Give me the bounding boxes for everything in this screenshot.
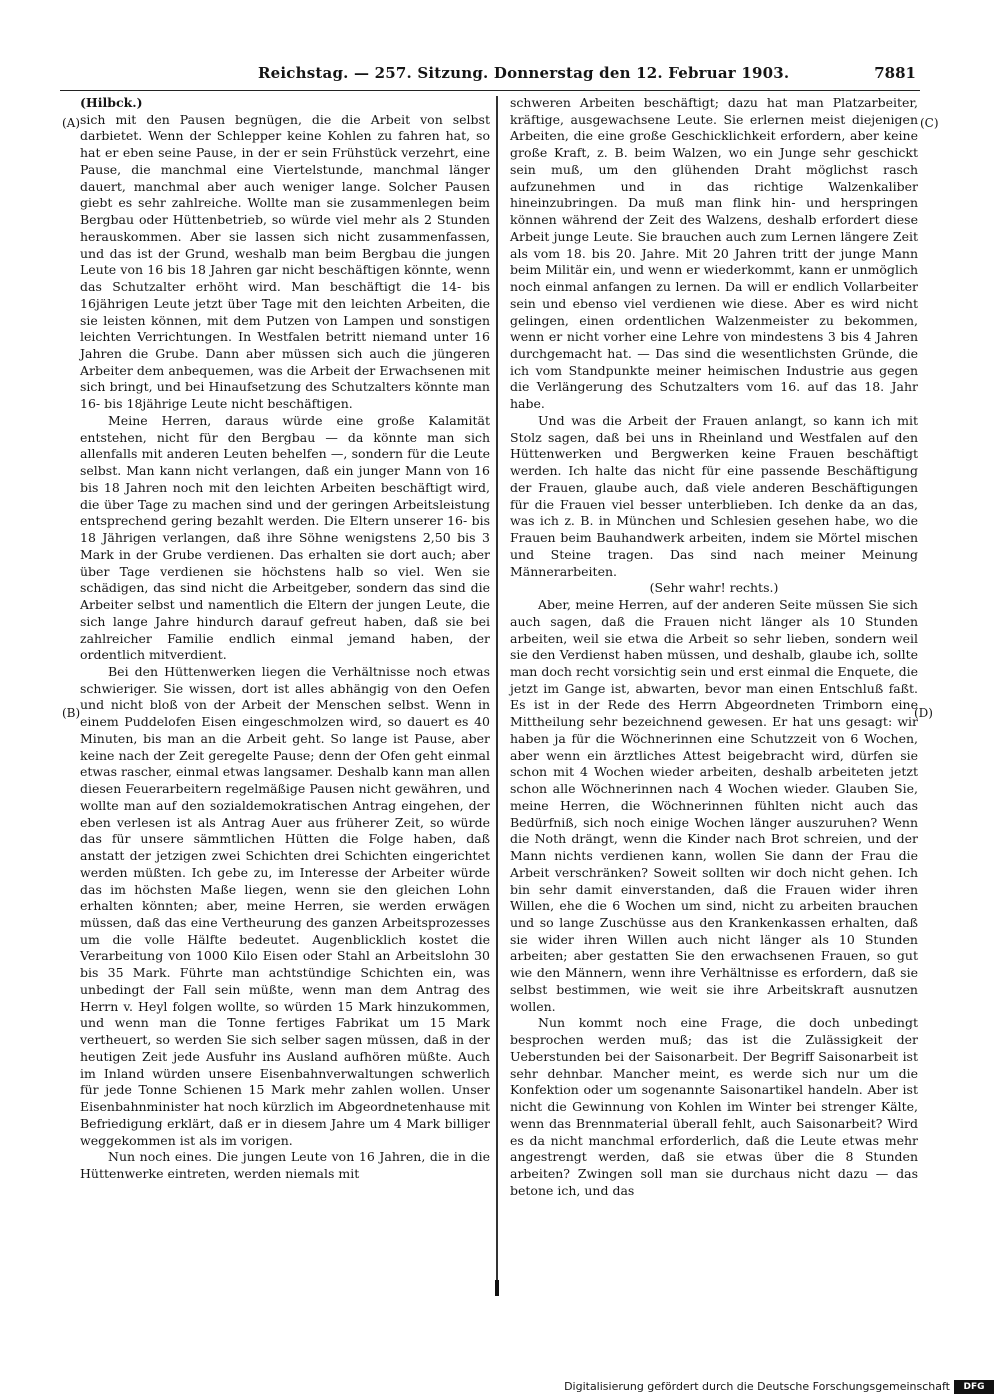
speaker-name: (Hilbck.) [80,95,143,110]
margin-marker-b: (B) [62,706,81,720]
left-paragraph-4: Nun noch eines. Die jungen Leute von 16 Jahren, die in die Hüttenwerke eintreten, werden niemals mit [80,1149,490,1181]
margin-marker-a: (A) [62,116,81,130]
right-paragraph-4: Nun kommt noch eine Frage, die doch unbedingt besprochen werden muß; das ist die Zulässigkeit der Ueberstunden bei der Saisonarbeit. Der Begriff Saisonarbeit ist sehr dehnbar. Mancher meint, es werde sich nur um die Konfektion oder um sogenannte Saisonartikel handeln. Aber ist nicht die Gewinnung von Kohlen im Winter bei strenger Kälte, wenn das Brennmaterial überall fehlt, auch Saisonarbeit? Wird es da nicht manchmal erforderlich, daß die Leute etwas mehr angestrengt werden, daß sie etwas über die 8 Stunden arbeiten? Zwingen soll man sie durchaus nicht dazu — das betone ich, und das [510,1015,918,1198]
dfg-logo: DFG [954,1380,994,1394]
left-paragraph-2: Meine Herren, daraus würde eine große Kalamität entstehen, nicht für den Bergbau — da könnte man sich allenfalls mit anderen Leuten behelfen —, sondern für die Leute selbst. Man kann nicht verlangen, daß ein junger Mann von 16 bis 18 Jahren noch mit den leichten Arbeiten beschäftigt wird, die über Tage zu machen sind und der geringen Arbeitsleistung entsprechend gering bezahlt werden. Die Eltern unserer 16- bis 18 Jährigen verlangen, daß ihre Söhne wenigstens 2,50 bis 3 Mark in der Grube verdienen. Das erhalten sie dort auch; aber über Tage verdienen sie höchstens halb so viel. Wen sie schädigen, das sind nicht die Arbeitgeber, sondern das sind die Arbeiter selbst und namentlich die Eltern der jungen Leute, die sich lange Jahre hindurch darauf gefreut haben, daß sie bei zahlreicher Familie endlich einmal jemand haben, der ordentlich mitverdient. [80,412,490,663]
left-paragraph-1: sich mit den Pausen begnügen, die die Arbeit von selbst darbietet. Wenn der Schlepper keine Kohlen zu fahren hat, so hat er eben seine Pause, in der er sein Frühstück verzehrt, eine Pause, die manchmal eine Viertelstunde, manchmal länger dauert, manchmal aber auch weniger lange. Solcher Pausen giebt es sehr zahlreiche. Wollte man sie zusammenlegen beim Bergbau oder Hüttenbetrieb, so würde viel mehr als 2 Stunden herauskommen. Aber sie lassen sich nicht zusammenfassen, und das ist der Grund, weshalb man beim Bergbau die jungen Leute von 16 bis 18 Jahren gar nicht beschäftigen könnte, wenn das Schutzalter erhöht wird. Man beschäftigt die 14- bis 16jährigen Leute jetzt über Tage mit den leichten Arbeiten, die sie leisten können, mit dem Putzen von Lampen und sonstigen leichten Verrichtungen. In Westfalen betritt niemand unter 16 Jahren die Grube. Dann aber müssen sich auch die jüngeren Arbeiter dem anbequemen, was die Arbeit der Erwachsenen mit sich bringt, und bei Hinaufsetzung des Schutzalters könnte man 16- bis 18jährige Leute nicht beschäftigen. [80,111,490,412]
page-footer [564,1378,998,1396]
column-divider [496,96,498,1294]
left-column [80,95,490,1183]
margin-marker-c: (C) [920,116,939,130]
right-paragraph-1: schweren Arbeiten beschäftigt; dazu hat man Platzarbeiter, kräftige, ausgewachsene Leute. Sie erlernen meist diejenigen Arbeiten, die eine große Geschicklichkeit erfordern, aber keine große Kraft, z. B. beim Walzen, wo ein Junge sehr geschickt sein muß, um den glühenden Draht möglichst rasch aufzunehmen und in das richtige Walzenkaliber hineinzubringen. Da muß man flink hin- und herspringen können während der Zeit des Walzens, deshalb erfordert diese Arbeit junge Leute. Sie brauchen auch zum Lernen längere Zeit als vom 18. bis 20. Jahre. Mit 20 Jahren tritt der junge Mann beim Militär ein, und wenn er wiederkommt, kann er unmöglich noch einmal anfangen zu lernen. Da will er endlich Vollarbeiter sein und ebenso viel verdienen wie diese. Aber es wird nicht gelingen, einen ordentlichen Walzenmeister zu bekommen, wenn er nicht vorher eine Lehre von mindestens 3 bis 4 Jahren durchgemacht hat. — Das sind die wesentlichsten Gründe, die ich vom Standpunkte meiner heimischen Industrie aus gegen die Verlängerung des Schutzalters vom 16. auf das 18. Jahr habe. [510,95,918,412]
column-divider-end [495,1280,499,1296]
page-number: 7881 [874,64,916,82]
margin-marker-d: (D) [914,706,933,720]
left-paragraph-3: Bei den Hüttenwerken liegen die Verhältnisse noch etwas schwieriger. Sie wissen, dort ist alles abhängig von den Oefen und nicht bloß von der Arbeit der Menschen selbst. Wenn in einem Puddelofen Eisen eingeschmolzen wird, so dauert es 40 Minuten, bis man an die Arbeit geht. So lange ist Pause, aber keine nach der Zeit geregelte Pause; denn der Ofen geht einmal etwas rascher, einmal etwas langsamer. Deshalb kann man allen diesen Feuerarbeitern regelmäßige Pausen nicht gewähren, und wollte man auf den sozialdemokratischen Antrag eingehen, der eben verlesen ist als Antrag Auer aus früherer Zeit, so würde das für unsere sämmtlichen Hütten die Folge haben, daß anstatt der jetzigen zwei Schichten drei Schichten eingerichtet werden müßten. Ich gebe zu, im Interesse der Arbeiter würde das im höchsten Maße liegen, wenn sie den gleichen Lohn erhalten könnten; aber, meine Herren, sie werden erwägen müssen, daß das eine Vertheurung des ganzen Arbeitsprozesses um die volle Hälfte bedeutet. Augenblicklich kostet die Verarbeitung von 1000 Kilo Eisen oder Stahl an Arbeitslohn 30 bis 35 Mark. Führte man achtstündige Schichten ein, was unbedingt der Fall sein müßte, wenn man dem Antrag des Herrn v. Heyl folgen wollte, so würden 15 Mark hinzukommen, und wenn man die Tonne fertiges Fabrikat um 15 Mark vertheuert, so werden Sie sich selber sagen müssen, daß in der heutigen Zeit jede Ausfuhr ins Ausland aufhören müßte. Auch im Inland würden unsere Eisenbahnverwaltungen schwerlich für jede Tonne Schienen 15 Mark mehr zahlen wollen. Unser Eisenbahnminister hat noch kürzlich im Abgeordnetenhause mit Befriedigung erklärt, daß er in diesem Jahre um 4 Mark billiger weggekommen ist als im vorigen. [80,663,490,1148]
right-paragraph-3: Aber, meine Herren, auf der anderen Seite müssen Sie sich auch sagen, daß die Frauen nicht länger als 10 Stunden arbeiten, weil sie etwa die Arbeit so sehr lieben, sondern weil sie den Verdienst haben müssen, und deshalb, glaube ich, sollte man doch recht vorsichtig sein und erst einmal die Enquete, die jetzt im Gange ist, abwarten, bevor man einen Entschluß faßt. Es ist in der Rede des Herrn Abgeordneten Trimborn eine Mittheilung sehr bezeichnend gewesen. Er hat uns gesagt: wir haben ja für die Wöchnerinnen eine Schutzzeit von 6 Wochen, aber wenn ein ärztliches Attest beigebracht wird, dürfen sie schon mit 4 Wochen wieder arbeiten, deshalb arbeiteten jetzt schon alle Wöchnerinnen nach 4 Wochen wieder. Glauben Sie, meine Herren, die Wöchnerinnen fühlten nicht auch das Bedürfniß, sich noch einige Wochen länger auszuruhen? Wenn die Noth drängt, wenn die Kinder nach Brot schreien, und der Mann nichts verdienen kann, wollen Sie dann der Frau die Arbeit verschränken? Soweit sollten wir doch nicht gehen. Ich bin sehr damit einverstanden, daß die Frauen wider ihren Willen, ehe die 6 Wochen um sind, nicht zu arbeiten brauchen und so lange Zuschüsse aus den Krankenkassen erhalten, daß sie wider ihren Willen auch nicht länger als 10 Stunden arbeiten; aber gestatten Sie den erwachsenen Frauen, so gut wie den Männern, wenn ihre Verhältnisse es erfordern, daß sie selbst bestimmen, wie weit sie ihre Arbeitskraft ausnutzen wollen. [510,597,918,1014]
right-column [510,95,918,1199]
page-header [60,62,920,91]
interjection: (Sehr wahr! rechts.) [649,580,779,596]
right-paragraph-2: Und was die Arbeit der Frauen anlangt, so kann ich mit Stolz sagen, daß bei uns in Rheinland und Westfalen auf den Hüttenwerken und Bergwerken keine Frauen beschäftigt werden. Ich halte das nicht für eine passende Beschäftigung der Frauen, glaube auch, daß viele anderen Beschäftigungen für die Frauen viel besser unterblieben. Ich denke da an das, was ich z. B. in München und Schlesien gesehen habe, wo die Frauen beim Bauhandwerk arbeiten, indem sie Mörtel mischen und Steine tragen. Das sind nach meiner Meinung Männerarbeiten. [510,412,918,579]
header-title: Reichstag. — 257. Sitzung. Donnerstag den 12. Februar 1903. [258,64,790,82]
digitization-credit: Digitalisierung gefördert durch die Deutsche Forschungsgemeinschaft [564,1380,950,1393]
